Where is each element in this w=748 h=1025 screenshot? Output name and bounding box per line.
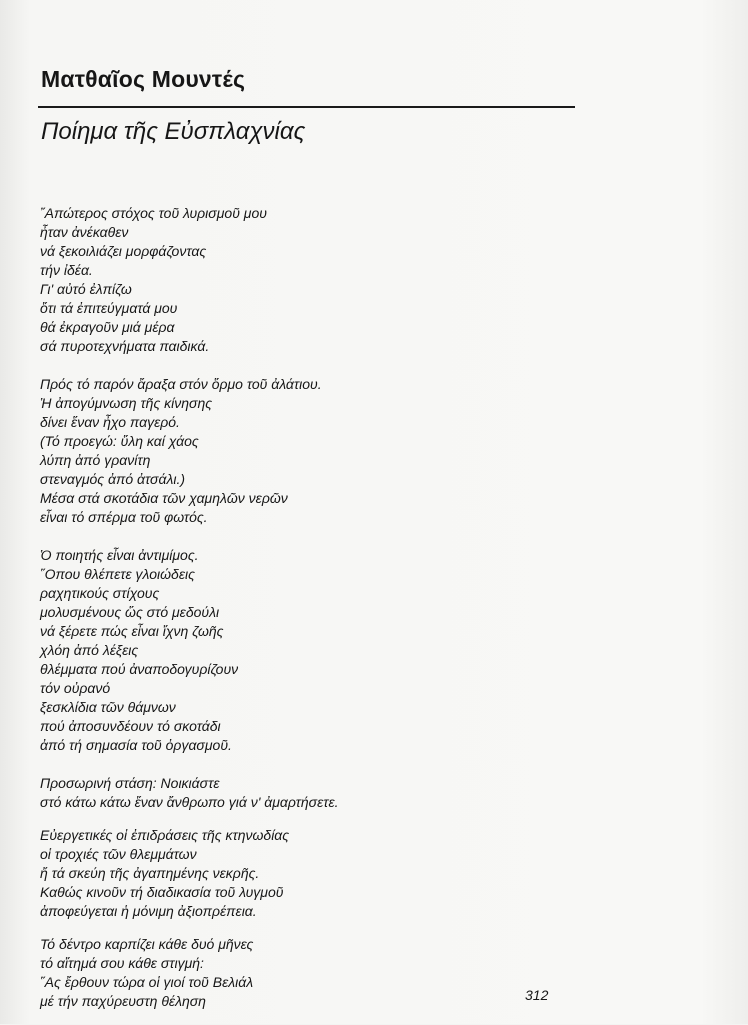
poem-line: νά ξεκοιλιάζει μορφάζοντας bbox=[40, 243, 207, 259]
poem-line: Ὁ ποιητής εἶναι ἀντιμίμος. bbox=[40, 547, 199, 563]
poem-stanza bbox=[40, 826, 600, 921]
poem-line: χλόη ἀπό λέξεις bbox=[40, 642, 139, 658]
poem-line: τήν ἰδέα. bbox=[40, 262, 93, 278]
poem-line: Καθώς κινοῦν τή διαδικασία τοῦ λυγμοῦ bbox=[40, 884, 284, 900]
poem-line: ῞Ας ἔρθουν τώρα οἱ γιοί τοῦ Βελιάλ bbox=[40, 974, 254, 990]
poem-line: σά πυροτεχνήματα παιδικά. bbox=[40, 338, 210, 354]
poem-line: Γι' αὐτό ἐλπίζω bbox=[40, 281, 132, 297]
poem-line: στεναγμός ἀπό ἀτσάλι.) bbox=[40, 471, 186, 487]
poem-line: μέ τήν παχύρευστη θέληση bbox=[40, 993, 206, 1009]
poem-line: στό κάτω κάτω ἕναν ἄνθρωπο γιά ν' ἀμαρτήσετε. bbox=[40, 794, 339, 810]
poem-line: ἦταν ἀνέκαθεν bbox=[40, 224, 129, 240]
poem-line: Μέσα στά σκοτάδια τῶν χαμηλῶν νερῶν bbox=[40, 490, 288, 506]
poem-line: δίνει ἕναν ἦχο παγερό. bbox=[40, 414, 180, 430]
poem-line: ἤ τά σκεύη τῆς ἀγαπημένης νεκρῆς. bbox=[40, 865, 260, 881]
poem-line: πού ἀποσυνδέουν τό σκοτάδι bbox=[40, 718, 221, 734]
poem-line: θά ἐκραγοῦν μιά μέρα bbox=[40, 319, 175, 335]
author-name: Ματθαῖος Μουντές bbox=[41, 66, 246, 92]
poem-line: ξεσκλίδια τῶν θάμνων bbox=[40, 699, 176, 715]
poem-stanza bbox=[40, 774, 600, 812]
poem-line: Πρός τό παρόν ἄραξα στόν ὅρμο τοῦ ἀλάτιου. bbox=[40, 376, 322, 392]
poem-line: (Τό προεγώ: ὕλη καί χάος bbox=[40, 433, 199, 449]
poem-line: εἶναι τό σπέρμα τοῦ φωτός. bbox=[40, 509, 208, 525]
poem-line: Τό δέντρο καρπίζει κάθε δυό μῆνες bbox=[40, 936, 254, 952]
poem-line: Προσωρινή στάση: Νοικιάστε bbox=[40, 775, 220, 791]
poem-line: μολυσμένους ὥς στό μεδούλι bbox=[40, 604, 220, 620]
poem-line: Ἡ ἀπογύμνωση τῆς κίνησης bbox=[40, 395, 213, 411]
poem-line: ἀποφεύγεται ἡ μόνιμη ἀξιοπρέπεια. bbox=[40, 903, 257, 919]
poem-line: τόν οὐρανό bbox=[40, 680, 111, 696]
poem-line: ὅτι τά ἐπιτεύγματά μου bbox=[40, 300, 178, 316]
poem-line: λύπη ἀπό γρανίτη bbox=[40, 452, 151, 468]
poem-line: θλέμματα πού ἀναποδογυρίζουν bbox=[40, 661, 239, 677]
page-number: 312 bbox=[525, 987, 549, 1003]
poem-title: Ποίημα τῆς Εὐσπλαχνίας bbox=[41, 118, 306, 145]
poem-line: νά ξέρετε πώς εἶναι ἴχνη ζωῆς bbox=[40, 623, 224, 639]
header-rule bbox=[38, 106, 575, 108]
poem-line: ραχητικούς στίχους bbox=[40, 585, 160, 601]
poem-line: ῎Απώτερος στόχος τοῦ λυρισμοῦ μου bbox=[40, 205, 267, 221]
poem-stanza bbox=[40, 375, 600, 527]
poem-line: τό αἴτημά σου κάθε στιγμή: bbox=[40, 955, 204, 971]
poem-body bbox=[40, 204, 600, 1025]
poem-stanza bbox=[40, 204, 600, 356]
poem-stanza bbox=[40, 546, 600, 755]
poem-stanza bbox=[40, 935, 600, 1011]
poem-line: Εὐεργετικές οἱ ἐπιδράσεις τῆς κτηνωδίας bbox=[40, 827, 290, 843]
poem-line: οἱ τροχιές τῶν θλεμμάτων bbox=[40, 846, 197, 862]
poem-line: ἀπό τή σημασία τοῦ ὀργασμοῦ. bbox=[40, 737, 232, 753]
poem-line: ῞Οπου θλέπετε γλοιώδεις bbox=[40, 566, 195, 582]
